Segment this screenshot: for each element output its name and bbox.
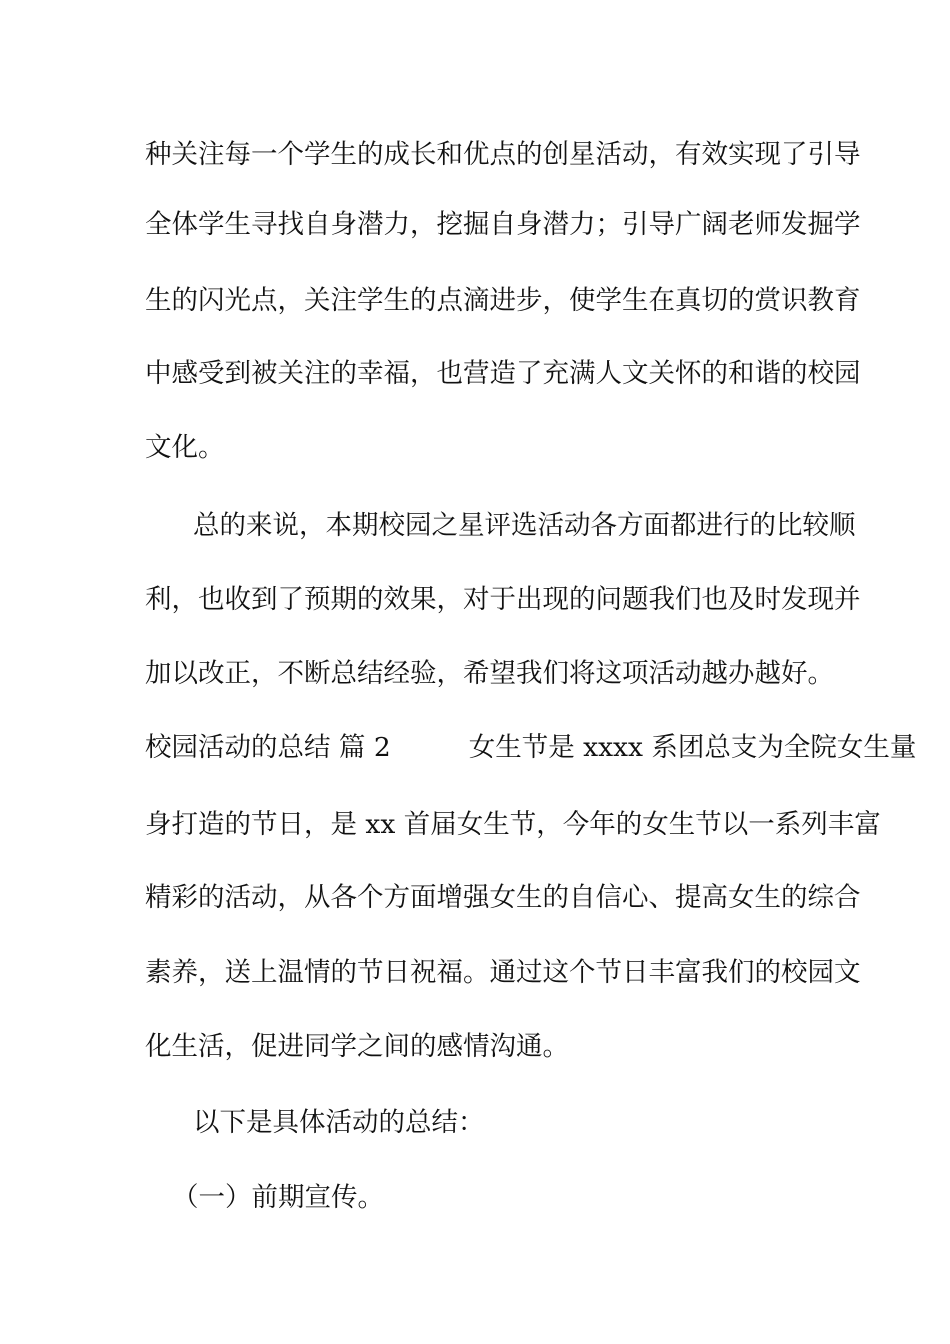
paragraph-line: 种关注每一个学生的成长和优点的创星活动，有效实现了引导 [145, 139, 861, 170]
paragraph-line: 生的闪光点，关注学生的点滴进步，使学生在真切的赏识教育 [145, 285, 861, 316]
paragraph-line: 加以改正，不断总结经验，希望我们将这项活动越办越好。 [145, 658, 834, 689]
paragraph-line: 全体学生寻找自身潜力，挖掘自身潜力；引导广阔老师发掘学 [145, 209, 861, 240]
paragraph-line: 化生活，促进同学之间的感情沟通。 [145, 1031, 569, 1062]
section-heading-line [145, 728, 917, 768]
paragraph-line: 素养，送上温情的节日祝福。通过这个节日丰富我们的校园文 [145, 957, 861, 988]
paragraph-line: 总的来说，本期校园之星评选活动各方面都进行的比较顺 [193, 510, 856, 541]
section-heading: 校园活动的总结 篇 2 [145, 732, 391, 763]
paragraph-line: 利，也收到了预期的效果，对于出现的问题我们也及时发现并 [145, 584, 861, 615]
list-item: （一）前期宣传。 [172, 1182, 384, 1213]
paragraph-line: 身打造的节日，是 xx 首届女生节，今年的女生节以一系列丰富 [145, 809, 881, 840]
paragraph-line: 中感受到被关注的幸福，也营造了充满人文关怀的和谐的校园 [145, 358, 861, 389]
section-heading-continuation: 女生节是 xxxx 系团总支为全院女生量 [468, 732, 917, 763]
paragraph-line: 文化。 [145, 432, 225, 463]
paragraph-line: 精彩的活动，从各个方面增强女生的自信心、提高女生的综合 [145, 882, 861, 913]
paragraph-line: 以下是具体活动的总结： [193, 1107, 485, 1138]
